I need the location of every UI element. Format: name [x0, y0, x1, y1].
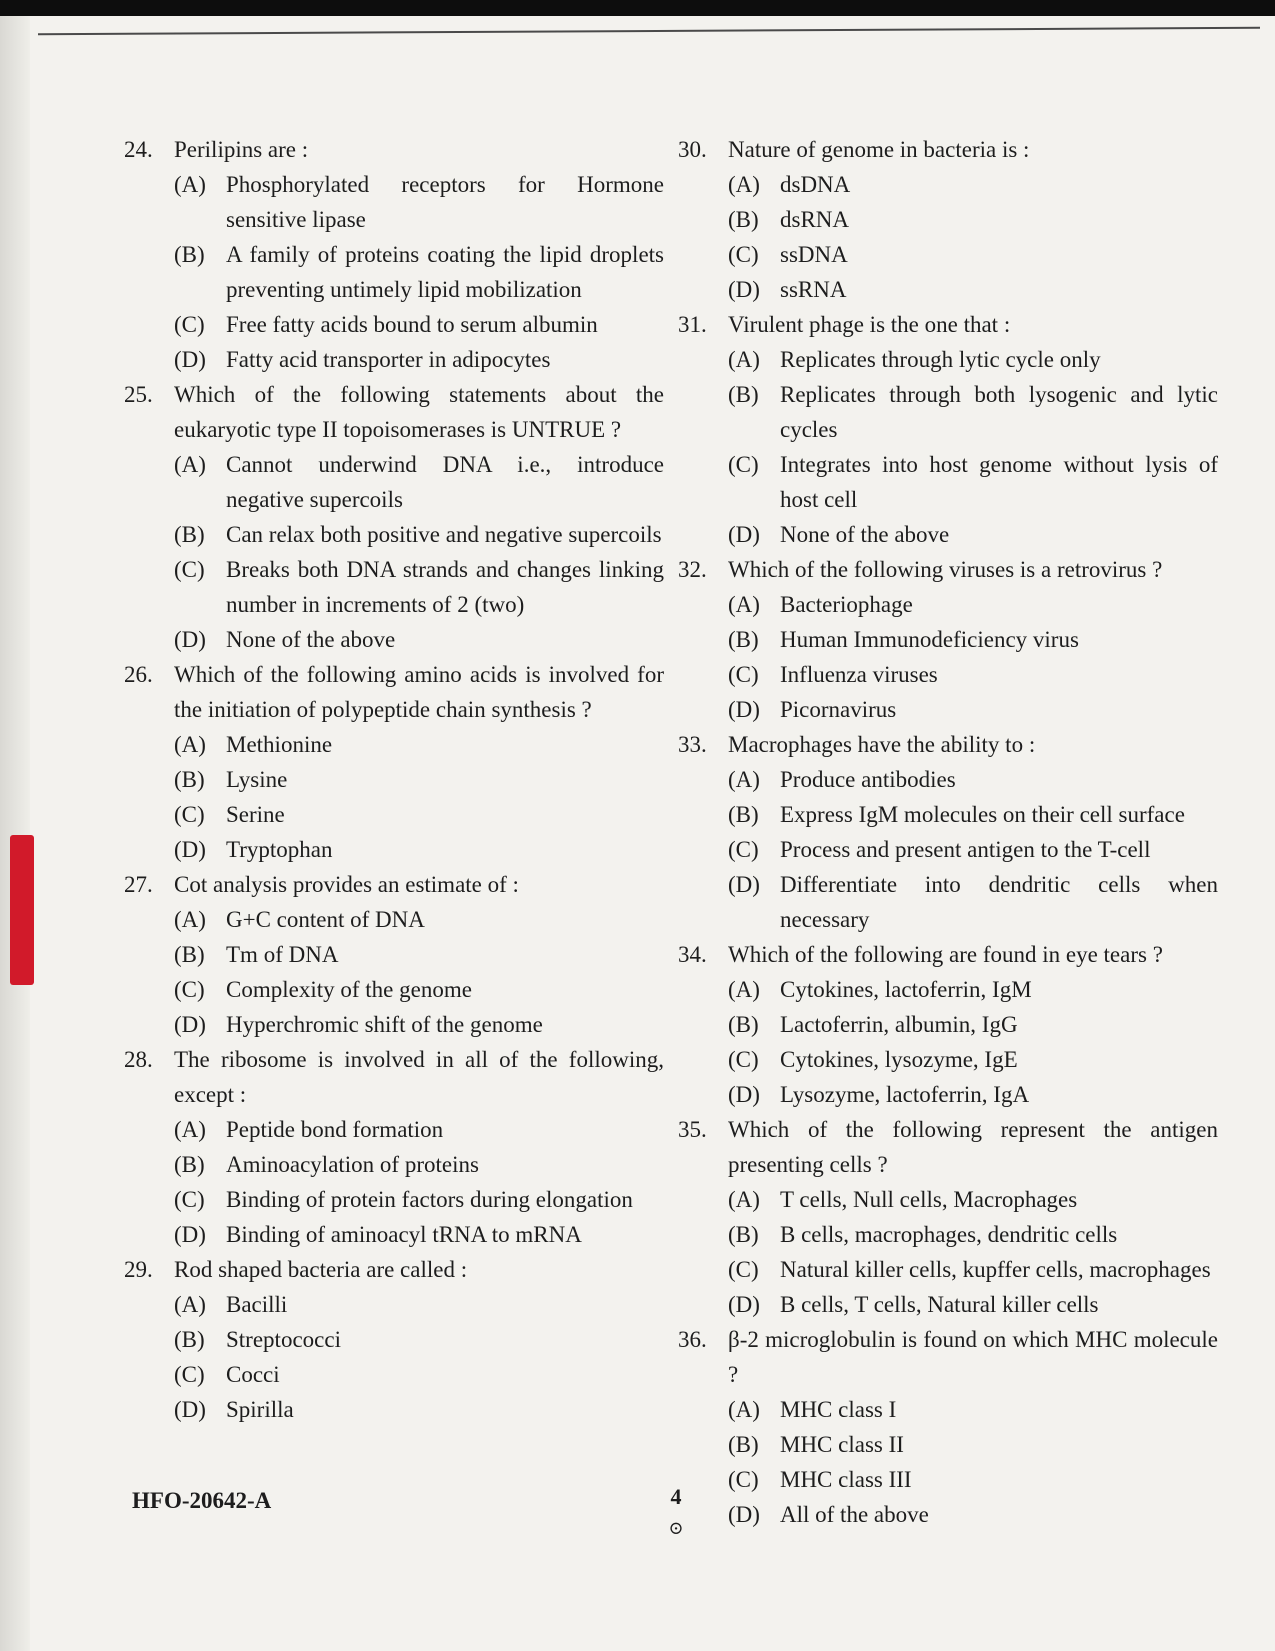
option-list	[678, 972, 1218, 1112]
option-text: Free fatty acids bound to serum albumin	[226, 312, 598, 337]
option-letter: (B)	[728, 1432, 759, 1457]
question-stem	[678, 1112, 1218, 1182]
option-letter: (D)	[174, 1397, 206, 1422]
answer-option	[124, 832, 664, 867]
question-stem	[124, 867, 664, 902]
question-number: 31.	[678, 312, 707, 337]
option-text: ssRNA	[780, 277, 847, 302]
scan-top-border	[0, 0, 1275, 16]
option-list	[678, 1392, 1218, 1532]
option-letter: (A)	[174, 907, 206, 932]
option-letter: (D)	[728, 872, 760, 897]
question-number: 32.	[678, 557, 707, 582]
option-text: Binding of aminoacyl tRNA to mRNA	[226, 1222, 582, 1247]
option-text: Picornavirus	[780, 697, 897, 722]
question-stem	[678, 937, 1218, 972]
option-text: MHC class III	[780, 1467, 912, 1492]
question-stem	[124, 1252, 664, 1287]
option-letter: (A)	[728, 347, 760, 372]
answer-option	[678, 1007, 1218, 1042]
answer-option	[124, 167, 664, 237]
question-text: Virulent phage is the one that :	[728, 312, 1011, 337]
question-24	[124, 132, 664, 377]
page-number: 4	[670, 1484, 682, 1509]
option-text: Serine	[226, 802, 285, 827]
option-text: Express IgM molecules on their cell surface	[780, 802, 1185, 827]
option-letter: (C)	[728, 452, 759, 477]
option-list	[124, 1287, 664, 1427]
answer-option	[124, 1147, 664, 1182]
answer-option	[678, 1392, 1218, 1427]
question-stem	[678, 727, 1218, 762]
question-number: 26.	[124, 662, 153, 687]
option-text: Phosphorylated receptors for Hormone sensitive lipase	[226, 172, 664, 232]
option-text: Cytokines, lactoferrin, IgM	[780, 977, 1032, 1002]
answer-option	[124, 342, 664, 377]
question-36	[678, 1322, 1218, 1532]
option-list	[678, 587, 1218, 727]
option-letter: (B)	[728, 1222, 759, 1247]
option-letter: (A)	[174, 452, 206, 477]
question-25	[124, 377, 664, 657]
answer-option	[124, 622, 664, 657]
option-letter: (B)	[728, 207, 759, 232]
option-letter: (A)	[728, 172, 760, 197]
left-question-column	[124, 132, 664, 1427]
option-list	[124, 727, 664, 867]
question-stem	[678, 552, 1218, 587]
option-letter: (D)	[728, 697, 760, 722]
option-letter: (D)	[728, 1502, 760, 1527]
answer-option	[678, 1462, 1218, 1497]
option-letter: (B)	[174, 942, 205, 967]
option-letter: (B)	[728, 627, 759, 652]
option-letter: (A)	[174, 1292, 206, 1317]
answer-option	[678, 1427, 1218, 1462]
question-number: 27.	[124, 872, 153, 897]
option-text: MHC class I	[780, 1397, 897, 1422]
question-text: Rod shaped bacteria are called :	[174, 1257, 468, 1282]
question-26	[124, 657, 664, 867]
answer-option	[124, 902, 664, 937]
question-35	[678, 1112, 1218, 1322]
option-text: Replicates through both lysogenic and lytic cycles	[780, 382, 1218, 442]
question-text: Nature of genome in bacteria is :	[728, 137, 1030, 162]
option-text: All of the above	[780, 1502, 929, 1527]
question-stem	[124, 1042, 664, 1112]
option-text: Fatty acid transporter in adipocytes	[226, 347, 551, 372]
option-letter: (C)	[174, 1362, 205, 1387]
option-text: Spirilla	[226, 1397, 294, 1422]
option-letter: (B)	[728, 1012, 759, 1037]
answer-option	[678, 167, 1218, 202]
question-stem	[124, 377, 664, 447]
answer-option	[678, 797, 1218, 832]
question-text: Which of the following statements about the eukaryotic type II topoisomerases is UNTRUE ?	[174, 382, 664, 442]
option-letter: (C)	[728, 1047, 759, 1072]
question-text: Which of the following amino acids is involved for the initiation of polypeptide chain synthesis ?	[174, 662, 664, 722]
question-number: 24.	[124, 137, 153, 162]
option-letter: (B)	[174, 1152, 205, 1177]
question-27	[124, 867, 664, 1042]
answer-option	[124, 762, 664, 797]
question-text: Which of the following represent the antigen presenting cells ?	[728, 1117, 1218, 1177]
option-text: Hyperchromic shift of the genome	[226, 1012, 543, 1037]
answer-option	[678, 517, 1218, 552]
right-question-column	[678, 132, 1218, 1532]
paper-code: HFO-20642-A	[132, 1488, 272, 1513]
option-text: B cells, macrophages, dendritic cells	[780, 1222, 1118, 1247]
option-text: G+C content of DNA	[226, 907, 425, 932]
answer-option	[124, 1112, 664, 1147]
option-letter: (C)	[728, 662, 759, 687]
option-letter: (A)	[728, 1397, 760, 1422]
question-29	[124, 1252, 664, 1427]
answer-option	[678, 587, 1218, 622]
question-number: 30.	[678, 137, 707, 162]
answer-option	[678, 272, 1218, 307]
question-33	[678, 727, 1218, 937]
option-letter: (D)	[174, 1222, 206, 1247]
answer-option	[678, 1497, 1218, 1532]
question-number: 29.	[124, 1257, 153, 1282]
question-number: 28.	[124, 1047, 153, 1072]
answer-option	[678, 657, 1218, 692]
option-text: Cannot underwind DNA i.e., introduce negative supercoils	[226, 452, 664, 512]
question-stem	[124, 132, 664, 167]
option-letter: (A)	[728, 592, 760, 617]
registration-mark-icon: ⊙	[668, 1518, 684, 1538]
answer-option	[124, 1182, 664, 1217]
option-text: Process and present antigen to the T-cell	[780, 837, 1151, 862]
option-text: Tm of DNA	[226, 942, 339, 967]
option-list	[678, 342, 1218, 552]
option-text: ssDNA	[780, 242, 848, 267]
option-text: dsDNA	[780, 172, 851, 197]
option-text: Produce antibodies	[780, 767, 956, 792]
answer-option	[678, 622, 1218, 657]
answer-option	[678, 867, 1218, 937]
option-text: Differentiate into dendritic cells when necessary	[780, 872, 1218, 932]
option-list	[124, 167, 664, 377]
option-list	[124, 447, 664, 657]
question-number: 33.	[678, 732, 707, 757]
option-letter: (A)	[728, 767, 760, 792]
option-text: T cells, Null cells, Macrophages	[780, 1187, 1078, 1212]
answer-option	[124, 1357, 664, 1392]
answer-option	[678, 832, 1218, 867]
question-number: 34.	[678, 942, 707, 967]
question-stem	[124, 657, 664, 727]
option-letter: (C)	[728, 837, 759, 862]
option-letter: (D)	[174, 837, 206, 862]
question-text: The ribosome is involved in all of the following, except :	[174, 1047, 664, 1107]
answer-option	[678, 377, 1218, 447]
option-text: MHC class II	[780, 1432, 904, 1457]
answer-option	[678, 1252, 1218, 1287]
answer-option	[678, 972, 1218, 1007]
question-stem	[678, 132, 1218, 167]
option-letter: (C)	[174, 312, 205, 337]
question-32	[678, 552, 1218, 727]
option-letter: (A)	[728, 977, 760, 1002]
option-letter: (A)	[174, 1117, 206, 1142]
option-text: Tryptophan	[226, 837, 333, 862]
option-text: Natural killer cells, kupffer cells, macrophages	[780, 1257, 1211, 1282]
option-text: B cells, T cells, Natural killer cells	[780, 1292, 1099, 1317]
option-text: Methionine	[226, 732, 333, 757]
answer-option	[124, 307, 664, 342]
option-list	[124, 1112, 664, 1252]
question-text: Cot analysis provides an estimate of :	[174, 872, 519, 897]
option-letter: (C)	[728, 1257, 759, 1282]
answer-option	[678, 1182, 1218, 1217]
question-text: Perilipins are :	[174, 137, 309, 162]
option-letter: (D)	[728, 522, 760, 547]
option-letter: (A)	[174, 732, 206, 757]
option-text: Lysine	[226, 767, 288, 792]
option-letter: (D)	[174, 347, 206, 372]
answer-option	[124, 1217, 664, 1252]
question-text: Which of the following are found in eye tears ?	[728, 942, 1163, 967]
option-text: A family of proteins coating the lipid droplets preventing untimely lipid mobilization	[226, 242, 664, 302]
answer-option	[678, 1077, 1218, 1112]
answer-option	[678, 237, 1218, 272]
question-text: β-2 microglobulin is found on which MHC molecule ?	[728, 1327, 1218, 1387]
answer-option	[124, 727, 664, 762]
option-letter: (A)	[174, 172, 206, 197]
question-30	[678, 132, 1218, 307]
option-text: Complexity of the genome	[226, 977, 472, 1002]
page-top-rule	[38, 27, 1260, 35]
option-text: Cocci	[226, 1362, 280, 1387]
option-text: Human Immunodeficiency virus	[780, 627, 1079, 652]
option-letter: (B)	[728, 382, 759, 407]
option-letter: (C)	[728, 242, 759, 267]
option-letter: (B)	[174, 522, 205, 547]
answer-option	[124, 1322, 664, 1357]
option-list	[678, 1182, 1218, 1322]
answer-option	[678, 1287, 1218, 1322]
option-text: Can relax both positive and negative supercoils	[226, 522, 662, 547]
option-letter: (D)	[728, 277, 760, 302]
option-letter: (C)	[174, 1187, 205, 1212]
answer-option	[678, 342, 1218, 377]
option-text: Bacteriophage	[780, 592, 913, 617]
option-letter: (B)	[174, 242, 205, 267]
question-31	[678, 307, 1218, 552]
question-number: 36.	[678, 1327, 707, 1352]
option-text: Cytokines, lysozyme, IgE	[780, 1047, 1018, 1072]
option-letter: (D)	[174, 627, 206, 652]
answer-option	[124, 1392, 664, 1427]
option-text: Bacilli	[226, 1292, 288, 1317]
option-list	[678, 762, 1218, 937]
option-letter: (C)	[174, 802, 205, 827]
option-letter: (C)	[174, 557, 205, 582]
answer-option	[124, 237, 664, 307]
answer-option	[124, 797, 664, 832]
answer-option	[124, 1007, 664, 1042]
option-letter: (D)	[728, 1292, 760, 1317]
question-stem	[678, 1322, 1218, 1392]
red-tab-mark	[10, 835, 34, 985]
option-letter: (B)	[174, 1327, 205, 1352]
option-letter: (B)	[174, 767, 205, 792]
question-34	[678, 937, 1218, 1112]
option-text: dsRNA	[780, 207, 850, 232]
option-text: None of the above	[780, 522, 950, 547]
option-text: Lysozyme, lactoferrin, IgA	[780, 1082, 1030, 1107]
option-letter: (D)	[728, 1082, 760, 1107]
question-number: 35.	[678, 1117, 707, 1142]
question-number: 25.	[124, 382, 153, 407]
answer-option	[124, 517, 664, 552]
answer-option	[124, 447, 664, 517]
answer-option	[124, 972, 664, 1007]
question-stem	[678, 307, 1218, 342]
answer-option	[124, 1287, 664, 1322]
question-28	[124, 1042, 664, 1252]
answer-option	[124, 552, 664, 622]
option-list	[124, 902, 664, 1042]
option-letter: (B)	[728, 802, 759, 827]
answer-option	[678, 762, 1218, 797]
answer-option	[124, 937, 664, 972]
answer-option	[678, 1217, 1218, 1252]
option-text: None of the above	[226, 627, 396, 652]
answer-option	[678, 1042, 1218, 1077]
answer-option	[678, 202, 1218, 237]
option-list	[678, 167, 1218, 307]
option-text: Influenza viruses	[780, 662, 938, 687]
option-text: Integrates into host genome without lysis of host cell	[780, 452, 1218, 512]
answer-option	[678, 692, 1218, 727]
option-text: Streptococci	[226, 1327, 341, 1352]
option-text: Breaks both DNA strands and changes linking number in increments of 2 (two)	[226, 557, 664, 617]
question-text: Which of the following viruses is a retrovirus ?	[728, 557, 1163, 582]
answer-option	[678, 447, 1218, 517]
scan-left-edge	[0, 16, 30, 1651]
option-text: Aminoacylation of proteins	[226, 1152, 479, 1177]
option-letter: (C)	[174, 977, 205, 1002]
option-text: Binding of protein factors during elongation	[226, 1187, 633, 1212]
option-letter: (C)	[728, 1467, 759, 1492]
option-letter: (A)	[728, 1187, 760, 1212]
option-text: Lactoferrin, albumin, IgG	[780, 1012, 1018, 1037]
option-letter: (D)	[174, 1012, 206, 1037]
option-text: Replicates through lytic cycle only	[780, 347, 1101, 372]
option-text: Peptide bond formation	[226, 1117, 444, 1142]
question-text: Macrophages have the ability to :	[728, 732, 1036, 757]
